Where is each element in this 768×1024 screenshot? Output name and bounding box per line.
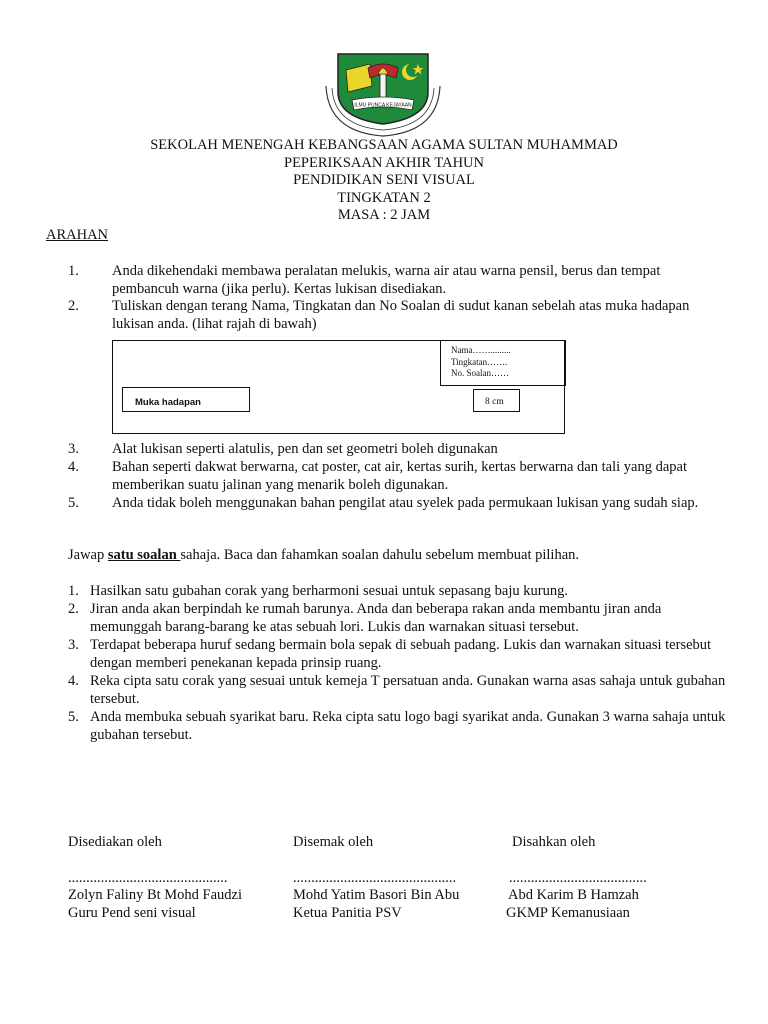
svg-text:ILMU PUNCA KEJAYAAN: ILMU PUNCA KEJAYAAN: [354, 102, 412, 109]
nama-label: Nama…….........: [451, 345, 511, 355]
instructions-heading: ARAHAN: [46, 227, 109, 243]
size-box: 8 cm: [473, 389, 520, 412]
signatory-title: Ketua Panitia PSV: [293, 905, 402, 922]
no-soalan-label: No. Soalan……: [451, 368, 509, 378]
question-item: 3. Terdapat beberapa huruf sedang bermain bola sepak di sebuah padang. Lukis dan warnakan situasi tersebut dengan memberi penekanan kepada prinsip ruang.: [68, 637, 712, 671]
question-item: 4. Reka cipta satu corak yang sesuai untuk kemeja T persatuan anda. Gunakan warna asas sahaja untuk gubahan tersebut.: [68, 673, 726, 707]
question-item: 1. Hasilkan satu gubahan corak yang berharmoni sesuai untuk sepasang baju kurung.: [68, 583, 568, 599]
instruction-item: 2. Tuliskan dengan terang Nama, Tingkatan dan No Soalan di sudut kanan sebelah atas muka hadapan lukisan anda. (lihat rajah di bawah): [68, 298, 690, 332]
instruction-item: 3. Alat lukisan seperti alatulis, pen dan set geometri boleh digunakan: [68, 441, 498, 457]
signatory-title: Guru Pend seni visual: [68, 905, 196, 922]
form-level: TINGKATAN 2: [337, 189, 431, 206]
exam-duration: MASA : 2 JAM: [337, 207, 431, 224]
signature-approved: Disahkan oleh ...................................... Abd Karim B Hamzah GKMP Kemanusiaan: [506, 834, 647, 922]
paper-layout-diagram: [112, 340, 565, 434]
signature-line: .............................................: [293, 869, 457, 886]
school-name: SEKOLAH MENENGAH KEBANGSAAN AGAMA SULTAN MUHAMMAD: [150, 137, 618, 153]
signature-checked: Disemak oleh ............................................. Mohd Yatim Basori Bin Abu Ketua Panitia PSV: [293, 834, 460, 922]
emphasis-text: satu soalan: [107, 547, 181, 563]
instruction-item: 1. Anda dikehendaki membawa peralatan melukis, warna air atau warna pensil, berus dan tempat pembancuh warna (jika perlu). Kertas lukisan disediakan.: [68, 263, 661, 297]
subject-title: PENDIDIKAN SENI VISUAL: [293, 172, 475, 189]
student-info-box: [440, 340, 566, 386]
signature-prepared: Disediakan oleh ............................................ Zolyn Faliny Bt Mohd Faudzi Guru Pend seni visual: [68, 834, 242, 922]
instruction-item: 5. Anda tidak boleh menggunakan bahan pengilat atau syelek pada permukaan lukisan yang sudah siap.: [68, 495, 699, 511]
signatory-name: Mohd Yatim Basori Bin Abu: [293, 887, 460, 904]
exam-header: [0, 137, 768, 225]
muka-hadapan-box: Muka hadapan: [122, 387, 250, 412]
signatory-name: Abd Karim B Hamzah: [508, 887, 639, 904]
school-crest-icon: [318, 48, 448, 138]
signature-line: ......................................: [509, 869, 647, 886]
answer-instruction: Jawap satu soalan sahaja. Baca dan fahamkan soalan dahulu sebelum membuat pilihan.: [68, 547, 580, 563]
signature-line: ............................................: [68, 869, 228, 886]
question-item: 5. Anda membuka sebuah syarikat baru. Reka cipta satu logo bagi syarikat anda. Gunakan 3 warna sahaja untuk gubahan tersebut.: [68, 709, 726, 743]
tingkatan-label: Tingkatan…….: [451, 356, 508, 367]
signatory-name: Zolyn Faliny Bt Mohd Faudzi: [68, 887, 242, 904]
signatory-title: GKMP Kemanusiaan: [506, 905, 630, 922]
exam-title: PEPERIKSAAN AKHIR TAHUN: [284, 154, 484, 171]
question-item: 2. Jiran anda akan berpindah ke rumah barunya. Anda dan beberapa rakan anda membantu jiran anda memunggah barang-barang ke atas sebuah lori. Lukis dan warnakan situasi tersebut.: [68, 601, 662, 635]
instruction-item: 4. Bahan seperti dakwat berwarna, cat poster, cat air, kertas surih, kertas berwarna dan tali yang dapat memberikan suatu jalinan yang menarik boleh digunakan.: [68, 459, 687, 493]
